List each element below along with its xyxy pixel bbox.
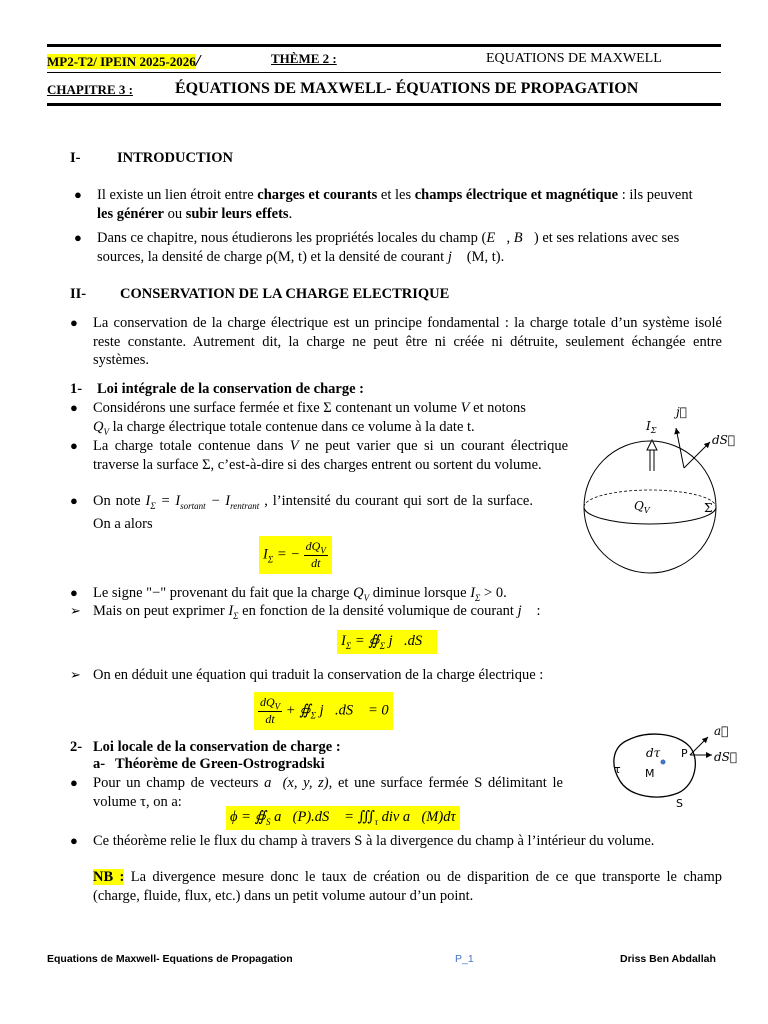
theme-label: THÈME 2 : [271,51,337,66]
bullet-dot: ● [74,187,82,202]
bullet-dot: ● [70,400,78,415]
s-label: S [676,797,683,810]
integral-bullet-5: Mais on peut exprimer $I_\Sigma$ en fonction de la densité volumique de courant j⃗ : [93,603,541,621]
section-2-number: II- [70,286,87,302]
sigma-label: Σ [704,501,713,515]
conservation-intro: La conservation de la charge électrique est un principe fondamental : la charge totale d’un système isolé reste constante. Autrement dit, la charge ne peut être ni créée ni détruite, seulement échangée entre systèmes. [93,315,722,368]
green-bullet-1: Pour un champ de vecteurs a⃗(x, y, z), et une surface fermée S délimitant le volume τ, on a: [93,775,563,810]
header-top-rule [47,44,721,47]
course-label: MP2-T2/ IPEIN 2025-2026 [47,54,196,69]
dtau-label: dτ [646,746,661,760]
subsection-1-title: Loi intégrale de la conservation de charge : [97,381,364,397]
arrow-bullet: ➢ [70,603,81,618]
bullet-dot: ● [70,493,78,508]
theme-title: EQUATIONS DE MAXWELL [486,51,662,66]
j-label: j⃗ [676,405,687,419]
equation-flux-current: $I_\Sigma$ = $∯_\Sigma$ j⃗.dS⃗ [337,630,437,654]
bullet-dot: ● [70,585,78,600]
subsection-2-title: Loi locale de la conservation de charge : [93,739,341,755]
footer-left: Equations de Maxwell- Equations de Propagation [47,953,293,965]
nb-label: NB : [93,869,125,885]
integral-bullet-3: On note $I_\Sigma = I_{sortant} - I_{rentrant}$ , l’intensité du courant qui sort de la surface. On a alors [93,493,533,533]
intro-bullet-1: Il existe un lien étroit entre charges et courants et les champs électrique et magnétique : ils peuvent les générer ou subir leurs effets. [97,187,693,222]
bullet-dot: ● [70,315,78,330]
integral-bullet-2: La charge totale contenue dans V ne peut varier que si un courant électrique traverse la surface Σ, c’est-à-dire si des charges entrent ou sortent du volume. [93,438,569,473]
header-mid-rule [47,72,721,73]
header-bottom-rule [47,103,721,106]
header-course: MP2-T2/ IPEIN 2025-2026/ [47,51,201,70]
footer-right: Driss Ben Abdallah [620,953,716,965]
qv-label: $Q_V$ [634,499,650,515]
bullet-dot: ● [70,833,78,848]
sphere-figure [578,400,758,580]
m-label: M [645,767,655,780]
subsection-2-number: 2- [70,739,83,755]
equation-current-charge: $I_\Sigma$ = − $\frac{dQ_V}{dt}$ [259,536,332,574]
volume-outline [614,734,695,797]
integral-bullet-1: Considérons une surface fermée et fixe Σ contenant un volume V et notons $Q_V$ la charge électrique totale contenue dans ce volume à la date t. [93,400,526,437]
tau-label: τ [614,763,621,776]
footer-page-number: P_1 [455,953,474,965]
a-label: a⃗ [714,724,729,738]
intro-bullet-2: Dans ce chapitre, nous étudierons les propriétés locales du champ (E⃗, B⃗) et ses relations avec ses sources, la densité de charge ρ(M, t) et la densité de courant j⃗ (M, t). [97,230,680,265]
bullet-dot: ● [74,230,82,245]
bullet-dot: ● [70,438,78,453]
section-1-title: INTRODUCTION [117,150,234,166]
section-2-title: CONSERVATION DE LA CHARGE ELECTRIQUE [120,286,450,302]
ds-vector [684,442,710,468]
volume-figure [608,715,748,815]
bullet-dot: ● [70,775,78,790]
p-label: P [681,747,688,760]
ds-label-2: dS⃗ [714,750,738,764]
subsection-2a-title: Théorème de Green-Ostrogradski [115,756,325,772]
section-1-number: I- [70,150,81,166]
i-sigma-label: $I_\Sigma$ [646,419,657,435]
chapter-title: ÉQUATIONS DE MAXWELL- ÉQUATIONS DE PROPAGATION [175,80,639,97]
a-vector [690,737,708,755]
ds-label: dS⃗ [712,433,736,447]
equation-conservation: $\frac{dQ_V}{dt}$ + $∯_\Sigma$ j⃗.dS⃗ = 0 [254,692,393,730]
integral-bullet-6: On en déduit une équation qui traduit la conservation de la charge électrique : [93,667,544,683]
integral-bullet-4: Le signe "−" provenant du fait que la charge $Q_V$ diminue lorsque $I_\Sigma > 0$. [93,585,507,603]
nb-note: NB : La divergence mesure donc le taux de création ou de disparition de ce que transporte le champ (charge, fluide, flux, etc.) dans un petit volume autour d’un point. [93,869,722,904]
point-m [661,760,666,765]
arrow-bullet: ➢ [70,667,81,682]
subsection-2a-number: a- [93,756,106,772]
chapter-label: CHAPITRE 3 : [47,82,133,97]
green-bullet-2: Ce théorème relie le flux du champ à travers S à la divergence du champ à l’intérieur du volume. [93,833,655,849]
equation-green-ostrogradski: $\phi = ∯_S$ a⃗(P).dS⃗ = $∭_\tau$ div a⃗(M)dτ [226,806,460,830]
sphere-equator-back [584,490,716,507]
j-vector [676,428,684,468]
subsection-1-number: 1- [70,381,83,397]
sphere-equator-front [584,507,716,524]
